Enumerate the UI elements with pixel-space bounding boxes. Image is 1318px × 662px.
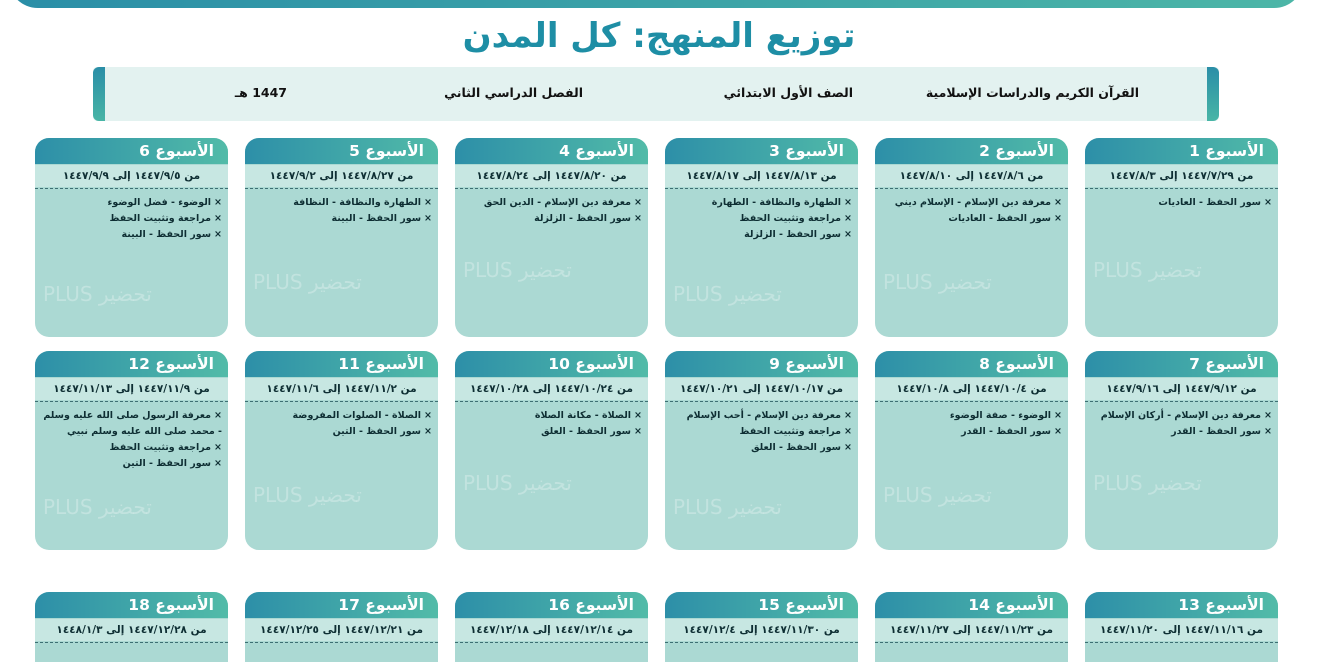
- week-date-range: من ١٤٤٧/١٠/٢٤ إلى ١٤٤٧/١٠/٢٨: [455, 378, 648, 400]
- week-title: الأسبوع 15: [665, 592, 858, 618]
- week-divider: [665, 188, 858, 189]
- week-date-range: من ١٤٤٧/١١/٣٠ إلى ١٤٤٧/١٢/٤: [665, 619, 858, 641]
- topic-item: × الوضوء - فضل الوضوء: [41, 195, 222, 211]
- watermark-text: تحضير PLUS: [1093, 258, 1202, 282]
- info-subject: القرآن الكريم والدراسات الإسلامية: [925, 85, 1139, 100]
- week-card: [875, 592, 1068, 662]
- week-topics: [671, 195, 852, 243]
- topic-item: × سور الحفظ - القدر: [881, 424, 1062, 440]
- topic-item: × سور الحفظ - العاديات: [881, 211, 1062, 227]
- week-card: [665, 592, 858, 662]
- week-date-range: من ١٤٤٧/١٢/١٤ إلى ١٤٤٧/١٢/١٨: [455, 619, 648, 641]
- topic-item: × الطهارة والنظافة - النظافة: [251, 195, 432, 211]
- top-bar: [8, 0, 1304, 8]
- week-divider: [875, 401, 1068, 402]
- week-title: الأسبوع 16: [455, 592, 648, 618]
- info-year: 1447 هـ: [234, 85, 287, 100]
- week-topics: [461, 408, 642, 440]
- week-title: الأسبوع 2: [875, 138, 1068, 164]
- week-date-range: من ١٤٤٧/٨/١٣ إلى ١٤٤٧/٨/١٧: [665, 165, 858, 187]
- week-title: الأسبوع 13: [1085, 592, 1278, 618]
- topic-item: × سور الحفظ - العاديات: [1091, 195, 1272, 211]
- week-card: [455, 351, 648, 550]
- week-date-range: من ١٤٤٧/١٢/٢١ إلى ١٤٤٧/١٢/٢٥: [245, 619, 438, 641]
- topic-item: × الصلاة - الصلوات المفروضة: [251, 408, 432, 424]
- week-date-range: من ١٤٤٧/١١/٩ إلى ١٤٤٧/١١/١٣: [35, 378, 228, 400]
- week-date-range: من ١٤٤٧/٨/٦ إلى ١٤٤٧/٨/١٠: [875, 165, 1068, 187]
- topic-item: × سور الحفظ - الزلزلة: [461, 211, 642, 227]
- watermark-text: تحضير PLUS: [43, 495, 152, 519]
- watermark-text: تحضير PLUS: [463, 471, 572, 495]
- week-topics: [251, 195, 432, 227]
- topic-item: × مراجعة وتثبيت الحفظ: [671, 211, 852, 227]
- week-title: الأسبوع 14: [875, 592, 1068, 618]
- topic-item: × الصلاة - مكانة الصلاة: [461, 408, 642, 424]
- week-topics: [41, 195, 222, 243]
- week-date-range: من ١٤٤٧/٧/٢٩ إلى ١٤٤٧/٨/٣: [1085, 165, 1278, 187]
- week-card: [245, 138, 438, 337]
- week-card: [245, 592, 438, 662]
- page-title: توزيع المنهج: كل المدن: [462, 16, 856, 56]
- week-title: الأسبوع 3: [665, 138, 858, 164]
- week-card: [455, 592, 648, 662]
- week-card: [1085, 138, 1278, 337]
- week-topics: [881, 408, 1062, 440]
- week-divider: [455, 401, 648, 402]
- week-title: الأسبوع 7: [1085, 351, 1278, 377]
- week-date-range: من ١٤٤٧/٨/٢٧ إلى ١٤٤٧/٩/٢: [245, 165, 438, 187]
- topic-item: × معرفة دين الإسلام - الإسلام ديني: [881, 195, 1062, 211]
- week-topics: [671, 408, 852, 456]
- week-title: الأسبوع 18: [35, 592, 228, 618]
- week-divider: [1085, 642, 1278, 643]
- week-divider: [245, 642, 438, 643]
- week-title: الأسبوع 5: [245, 138, 438, 164]
- topic-item: × سور الحفظ - البينة: [251, 211, 432, 227]
- topic-item: × سور الحفظ - البينة: [41, 227, 222, 243]
- week-card: [455, 138, 648, 337]
- topic-item: × سور الحفظ - القدر: [1091, 424, 1272, 440]
- topic-item: × مراجعة وتثبيت الحفظ: [41, 440, 222, 456]
- watermark-text: تحضير PLUS: [463, 258, 572, 282]
- week-date-range: من ١٤٤٧/٩/٥ إلى ١٤٤٧/٩/٩: [35, 165, 228, 187]
- watermark-text: تحضير PLUS: [253, 270, 362, 294]
- week-topics: [41, 408, 222, 472]
- watermark-text: تحضير PLUS: [253, 483, 362, 507]
- topic-item: × مراجعة وتثبيت الحفظ: [671, 424, 852, 440]
- info-grade: الصف الأول الابتدائي: [723, 85, 853, 100]
- watermark-text: تحضير PLUS: [883, 483, 992, 507]
- topic-item: × سور الحفظ - الزلزلة: [671, 227, 852, 243]
- week-title: الأسبوع 8: [875, 351, 1068, 377]
- week-divider: [665, 401, 858, 402]
- week-divider: [35, 188, 228, 189]
- week-title: الأسبوع 6: [35, 138, 228, 164]
- week-topics: [1091, 195, 1272, 211]
- week-divider: [35, 642, 228, 643]
- week-card: [665, 351, 858, 550]
- week-divider: [875, 188, 1068, 189]
- topic-item: × مراجعة وتثبيت الحفظ: [41, 211, 222, 227]
- week-date-range: من ١٤٤٧/١١/٢ إلى ١٤٤٧/١١/٦: [245, 378, 438, 400]
- week-divider: [455, 188, 648, 189]
- watermark-text: تحضير PLUS: [673, 282, 782, 306]
- week-date-range: من ١٤٤٧/٩/١٢ إلى ١٤٤٧/٩/١٦: [1085, 378, 1278, 400]
- topic-item: × معرفة الرسول صلى الله عليه وسلم - محمد صلى الله عليه وسلم نبيي: [41, 408, 222, 440]
- week-title: الأسبوع 1: [1085, 138, 1278, 164]
- week-topics: [461, 195, 642, 227]
- info-term: الفصل الدراسي الثاني: [444, 85, 583, 100]
- week-card: [875, 138, 1068, 337]
- week-divider: [35, 401, 228, 402]
- watermark-text: تحضير PLUS: [883, 270, 992, 294]
- topic-item: × الطهارة والنظافة - الطهارة: [671, 195, 852, 211]
- week-topics: [251, 408, 432, 440]
- week-title: الأسبوع 17: [245, 592, 438, 618]
- week-card: [1085, 592, 1278, 662]
- week-card: [35, 592, 228, 662]
- week-date-range: من ١٤٤٧/١١/٢٣ إلى ١٤٤٧/١١/٢٧: [875, 619, 1068, 641]
- week-card: [35, 138, 228, 337]
- week-title: الأسبوع 10: [455, 351, 648, 377]
- week-card: [1085, 351, 1278, 550]
- week-card: [35, 351, 228, 550]
- week-date-range: من ١٤٤٧/١١/١٦ إلى ١٤٤٧/١١/٢٠: [1085, 619, 1278, 641]
- topic-item: × معرفة دين الإسلام - أحب الإسلام: [671, 408, 852, 424]
- topic-item: × سور الحفظ - العلق: [671, 440, 852, 456]
- topic-item: × سور الحفظ - التين: [41, 456, 222, 472]
- week-divider: [1085, 401, 1278, 402]
- week-topics: [881, 195, 1062, 227]
- topic-item: × سور الحفظ - العلق: [461, 424, 642, 440]
- top-decoration: [0, 0, 1318, 10]
- topic-item: × معرفة دين الإسلام - الدين الحق: [461, 195, 642, 211]
- week-card: [875, 351, 1068, 550]
- week-card: [665, 138, 858, 337]
- week-topics: [1091, 408, 1272, 440]
- watermark-text: تحضير PLUS: [673, 495, 782, 519]
- week-divider: [245, 188, 438, 189]
- week-date-range: من ١٤٤٧/١٠/٤ إلى ١٤٤٧/١٠/٨: [875, 378, 1068, 400]
- week-divider: [875, 642, 1068, 643]
- week-divider: [245, 401, 438, 402]
- week-title: الأسبوع 12: [35, 351, 228, 377]
- topic-item: × الوضوء - صفة الوضوء: [881, 408, 1062, 424]
- topic-item: × سور الحفظ - التين: [251, 424, 432, 440]
- week-card: [245, 351, 438, 550]
- week-title: الأسبوع 11: [245, 351, 438, 377]
- week-title: الأسبوع 4: [455, 138, 648, 164]
- week-date-range: من ١٤٤٧/١٠/١٧ إلى ١٤٤٧/١٠/٢١: [665, 378, 858, 400]
- week-divider: [665, 642, 858, 643]
- week-title: الأسبوع 9: [665, 351, 858, 377]
- watermark-text: تحضير PLUS: [43, 282, 152, 306]
- week-date-range: من ١٤٤٧/١٢/٢٨ إلى ١٤٤٨/١/٣: [35, 619, 228, 641]
- info-band: [93, 67, 1219, 121]
- week-divider: [455, 642, 648, 643]
- week-date-range: من ١٤٤٧/٨/٢٠ إلى ١٤٤٧/٨/٢٤: [455, 165, 648, 187]
- week-divider: [1085, 188, 1278, 189]
- watermark-text: تحضير PLUS: [1093, 471, 1202, 495]
- topic-item: × معرفة دين الإسلام - أركان الإسلام: [1091, 408, 1272, 424]
